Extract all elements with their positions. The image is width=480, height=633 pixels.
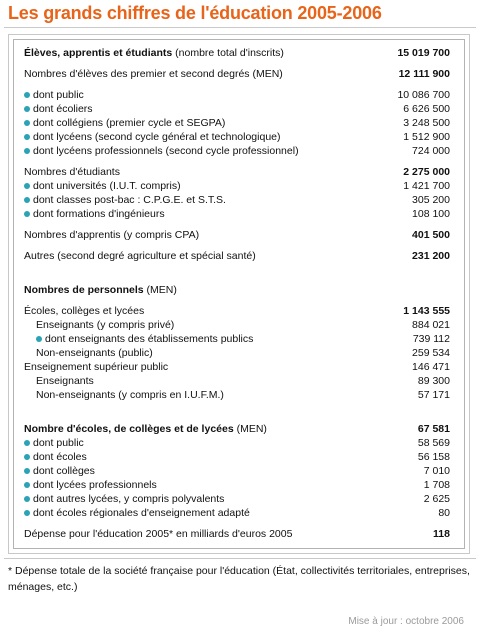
row-label-text: dont collégiens (premier cycle et SEGPA) [33,117,226,129]
row-label [24,207,165,221]
row-value: 1 143 555 [403,305,450,317]
table-row [14,436,464,450]
row-label-text: (MEN) [146,284,177,296]
row-label-text: dont classes post-bac : C.P.G.E. et S.T.S. [33,194,226,206]
table-row [14,388,464,402]
table-row [14,46,464,60]
row-label [24,283,177,297]
row-label [24,422,267,436]
row-value: 15 019 700 [397,47,450,59]
row-value: 3 248 500 [403,117,450,129]
row-value: 305 200 [412,194,450,206]
row-label [36,332,253,346]
table-row [14,179,464,193]
bullet-icon [24,106,30,112]
row-label [24,304,144,318]
row-label [24,130,281,144]
figures-table [8,34,470,554]
table-row [14,304,464,318]
row-label-text: (MEN) [236,423,267,435]
bullet-icon [24,183,30,189]
row-value: 401 500 [412,229,450,241]
row-label-text: dont public [33,89,84,101]
row-label-text: dont écoles régionales d'enseignement adapté [33,507,250,519]
row-label-text: Nombres d'étudiants [24,166,120,178]
row-label [36,346,153,360]
row-value: 2 625 [423,493,450,505]
update-date: Mise à jour : octobre 2006 [348,616,464,627]
row-label [36,318,174,332]
table-row [14,346,464,360]
row-label-text: dont écoliers [33,103,93,115]
table-row [14,116,464,130]
row-label [24,46,284,60]
row-label-text: dont autres lycées, y compris polyvalents [33,493,225,505]
row-value: 231 200 [412,250,450,262]
bullet-icon [36,336,42,342]
row-value: 108 100 [412,208,450,220]
table-row [14,130,464,144]
row-label-text: Nombres d'apprentis (y compris CPA) [24,229,200,241]
row-label-text: Écoles, collèges et lycées [24,305,145,317]
bullet-icon [24,148,30,154]
row-label-text: dont lycéens (second cycle général et technologique) [33,131,281,143]
row-value: 67 581 [417,423,450,435]
row-label [24,165,120,179]
row-heading: Élèves, apprentis et étudiants [24,47,173,59]
row-label [24,464,95,478]
row-value: 1 512 900 [403,131,450,143]
bullet-icon [24,454,30,460]
row-label [24,527,292,541]
row-label [24,179,181,193]
row-value: 80 [438,507,450,519]
row-label-text: dont universités (I.U.T. compris) [33,180,181,192]
table-row [14,102,464,116]
row-value: 259 534 [412,347,450,359]
row-label-text: Enseignants (y compris privé) [36,319,175,331]
figures-table-body [13,39,465,549]
row-label-text: dont lycées professionnels [33,479,157,491]
table-row [14,332,464,346]
bullet-icon [24,134,30,140]
row-label [36,388,224,402]
table-row [14,506,464,520]
row-label [24,478,157,492]
table-row [14,360,464,374]
bullet-icon [24,197,30,203]
row-label-text: Non-enseignants (y compris en I.U.F.M.) [36,389,224,401]
row-label [24,102,93,116]
table-row [14,318,464,332]
row-label [24,450,87,464]
row-value: 739 112 [412,333,450,345]
row-value: 89 300 [417,375,450,387]
divider [4,27,476,28]
table-row [14,283,464,297]
table-row [14,88,464,102]
row-label-text: dont écoles [33,451,87,463]
row-label-text: Non-enseignants (public) [36,347,153,359]
bullet-icon [24,468,30,474]
footnote: * Dépense totale de la société française pour l'éducation (État, collectivités territoriales, entreprises, ménages, etc.) [8,565,470,593]
row-value: 884 021 [412,319,450,331]
row-label [24,249,256,263]
table-row [14,450,464,464]
row-label-text: dont lycéens professionnels (second cycle professionnel) [33,145,299,157]
bullet-icon [24,440,30,446]
row-label [24,492,224,506]
row-label [24,116,225,130]
row-value: 146 471 [412,361,450,373]
row-label [24,144,299,158]
row-value: 1 708 [423,479,450,491]
row-label [24,228,199,242]
table-row [14,228,464,242]
table-row [14,374,464,388]
row-value: 10 086 700 [397,89,450,101]
table-row [14,422,464,436]
row-value: 2 275 000 [403,166,450,178]
row-label-text: dont public [33,437,84,449]
bullet-icon [24,92,30,98]
table-row [14,207,464,221]
row-heading: Nombre d'écoles, de collèges et de lycées [24,423,234,435]
table-row [14,464,464,478]
row-label-text: dont formations d'ingénieurs [33,208,165,220]
table-row [14,492,464,506]
row-label [24,506,250,520]
row-value: 118 [433,528,450,540]
table-row [14,527,464,541]
row-label-text: (nombre total d'inscrits) [175,47,284,59]
row-value: 6 626 500 [403,103,450,115]
row-value: 56 158 [417,451,450,463]
row-label [24,193,226,207]
table-row [14,165,464,179]
bullet-icon [24,510,30,516]
row-label [24,88,84,102]
row-value: 724 000 [412,145,450,157]
row-label [24,360,168,374]
row-label [36,374,94,388]
bullet-icon [24,482,30,488]
page-title: Les grands chiffres de l'éducation 2005-2006 [8,3,382,23]
row-label-text: dont enseignants des établissements publics [45,333,254,345]
row-label-text: Enseignement supérieur public [24,361,169,373]
bullet-icon [24,211,30,217]
row-value: 57 171 [417,389,450,401]
row-label-text: Nombres d'élèves des premier et second degrés (MEN) [24,68,283,80]
table-row [14,193,464,207]
row-label [24,67,283,81]
table-row [14,144,464,158]
divider [4,558,476,559]
row-label-text: Enseignants [36,375,94,387]
row-value: 1 421 700 [403,180,450,192]
bullet-icon [24,496,30,502]
row-value: 58 569 [417,437,450,449]
row-value: 12 111 900 [398,68,450,80]
table-row [14,67,464,81]
table-row [14,249,464,263]
table-row [14,478,464,492]
row-value: 7 010 [423,465,450,477]
row-label-text: Dépense pour l'éducation 2005* en milliards d'euros 2005 [24,528,293,540]
row-heading: Nombres de personnels [24,284,144,296]
row-label-text: dont collèges [33,465,95,477]
bullet-icon [24,120,30,126]
row-label-text: Autres (second degré agriculture et spécial santé) [24,250,256,262]
row-label [24,436,84,450]
